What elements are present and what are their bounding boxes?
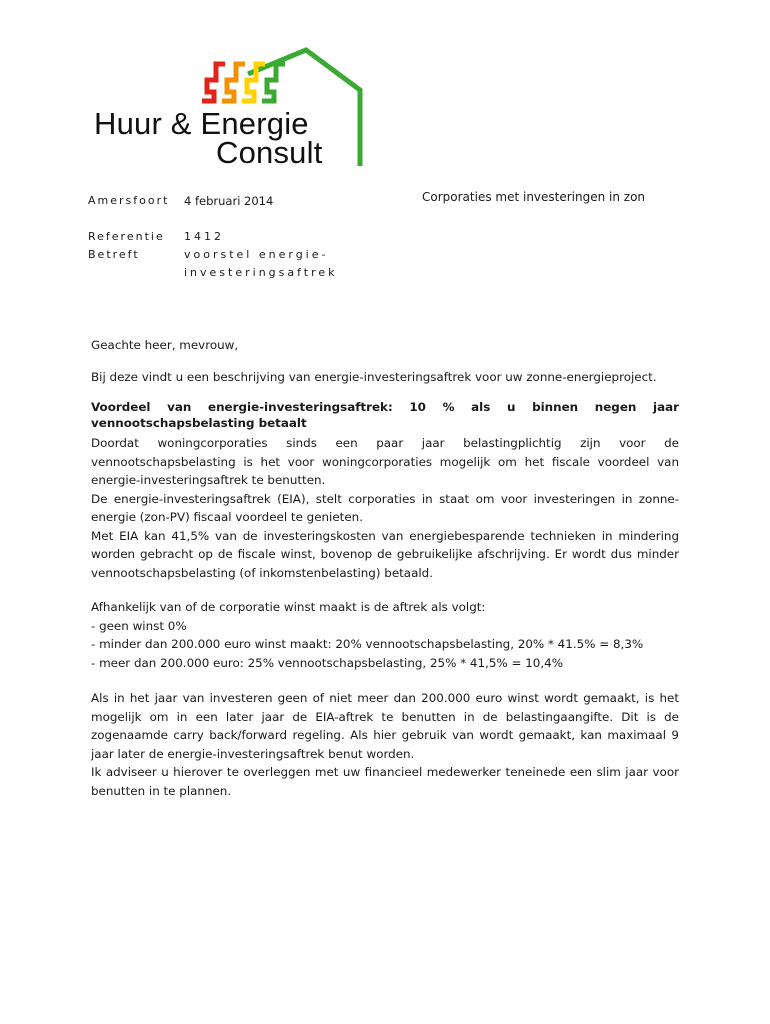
zigzag-green <box>262 64 285 101</box>
zigzag-orange <box>222 64 245 101</box>
subject-line-1: voorstel energie- <box>184 248 329 261</box>
section-heading-line-2: vennootschapsbelasting betaalt <box>91 416 307 430</box>
body-paragraph: De energie-investeringsaftrek (EIA), stelt corporaties in staat om voor investeringen in zonne-energie (zon-PV) fiscaal voordeel te genieten. <box>91 491 679 524</box>
advice-paragraph: Ik adviseer u hierover te overleggen met uw financieel medewerker teneinede een slim jaar voor benutten in te plannen. <box>91 765 679 798</box>
company-logo <box>90 44 380 170</box>
list-item: - geen winst 0% <box>91 618 187 633</box>
reference-label: Referentie <box>88 230 165 243</box>
logo-text-line2: Consult <box>216 135 323 170</box>
addressee-heading: Corporaties met investeringen in zon <box>422 190 646 204</box>
list-item: - meer dan 200.000 euro: 25% vennootschapsbelasting, 25% * 41,5% = 10,4% <box>91 655 563 670</box>
subject-line-2: investeringsaftrek <box>184 266 338 279</box>
place-label: Amersfoort <box>88 194 170 207</box>
section-heading-line-1: Voordeel van energie-investeringsaftrek: 10 % als u binnen negen jaar <box>91 400 679 414</box>
body-paragraph: Met EIA kan 41,5% van de investeringskosten van energiebesparende technieken in mindering worden gebracht op de fiscale winst, bovenop de gebruikelijke afschrijving. Er wordt dus minder vennootschapsbelasting (of inkomstenbelasting) betaald. <box>91 528 679 580</box>
salutation: Geachte heer, mevrouw, <box>91 338 239 352</box>
intro-text: Bij deze vindt u een beschrijving van energie-investeringsaftrek voor uw zonne-energieproject. <box>91 370 657 384</box>
carry-paragraph: Als in het jaar van investeren geen of niet meer dan 200.000 euro winst wordt gemaakt, is het mogelijk om in een later jaar de EIA-aftrek te benutten in de belastingaangifte. Dit is de zogenaamde carry back/forward regeling. Als hier gebruik van wordt gemaakt, kan maximaal 9 jaar later de energie-investeringsaftrek benut worden. <box>91 691 679 761</box>
reference-value: 1412 <box>184 230 224 243</box>
section-heading <box>91 399 679 431</box>
body-paragraphs <box>91 434 679 582</box>
deduction-intro: Afhankelijk van of de corporatie winst maakt is de aftrek als volgt: <box>91 600 486 614</box>
body-paragraph: Doordat woningcorporaties sinds een paar jaar belastingplichtig zijn voor de vennootschapsbelasting is het voor woningcorporaties mogelijk om het fiscale voordeel van energie-investeringsaftrek te benutten. <box>91 436 679 487</box>
list-item: - minder dan 200.000 euro winst maakt: 20% vennootschapsbelasting, 20% * 41.5% = 8,3% <box>91 637 644 651</box>
zigzag-red <box>202 64 225 101</box>
subject-label: Betreft <box>88 248 140 261</box>
deduction-section <box>91 598 679 672</box>
letter-date: 4 februari 2014 <box>184 194 274 208</box>
carry-section <box>91 689 679 800</box>
logo-text-line1: Huur & Energie <box>94 106 309 141</box>
